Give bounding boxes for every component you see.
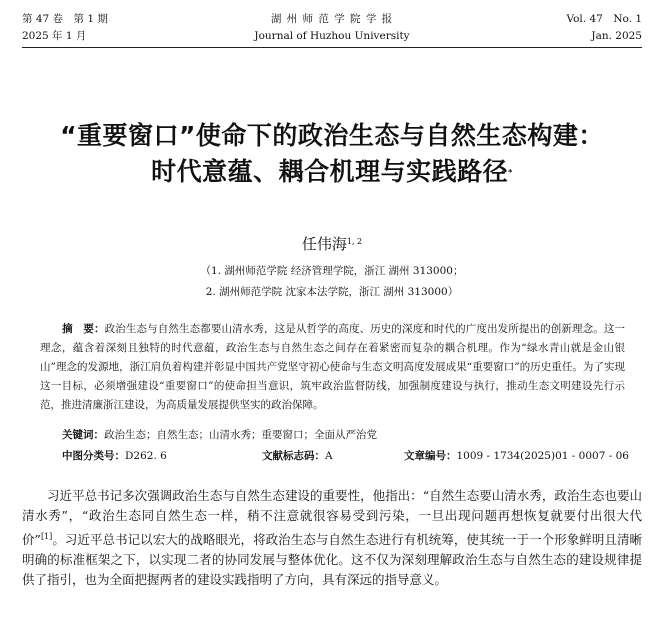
- body-text-1: 习近平总书记多次强调政治生态与自然生态建设的重要性，他指出：“自然生态要山清水秀，政治生态也要山清水秀”，“政治生态同自然生态一样，稍不注意就很容易受到污染，一旦出现问题再想恢复就要付出很大代价”: [22, 488, 642, 547]
- author-affiliation-mark: 1, 2: [346, 237, 363, 246]
- document-code: [262, 448, 333, 463]
- body-paragraph: [22, 486, 642, 590]
- abstract: [40, 320, 625, 415]
- title-footnote-mark: *: [508, 168, 513, 177]
- title-line-2-text: 时代意蕴、耦合机理与实践路径: [151, 157, 509, 186]
- volume-issue-en: Vol. 47 No. 1: [566, 13, 642, 25]
- author: [0, 233, 664, 254]
- article-number: [404, 448, 629, 463]
- title-line-2: [0, 152, 664, 188]
- body-text-2: 。习近平总书记以宏大的战略眼光，将政治生态与自然生态进行有机统筹，使其统一于一个形象鲜明且清晰明确的标准框架之下，以实现二者的协同发展与整体优化。这不仅为深刻理解政治生态与自然生态的建设规律提供了指引，也为全面把握两者的建设实践指明了方向，具有深远的指导意义。: [22, 531, 642, 588]
- keywords: [62, 427, 377, 442]
- article-number-value: 1009 - 1734(2025)01 - 0007 - 06: [456, 450, 629, 462]
- journal-title-cn: 湖 州 师 范 学 院 学 报: [270, 13, 394, 25]
- document-code-label: 文献标志码：: [262, 450, 325, 462]
- keywords-text: 政治生态；自然生态；山清水秀；重要窗口；全面从严治党: [104, 429, 377, 441]
- abstract-text: 政治生态与自然生态都要山清水秀，这是从哲学的高度、历史的深度和时代的广度出发所提出的创新理念。这一理念，蕴含着深刻且独特的时代意蕴，政治生态与自然生态之间存在着紧密而复杂的耦合机理。作为“绿水青山就是金山银山”理念的发源地，浙江肩负着构建并彰显中国共产党坚守初心使命与生态文明高度发展成果“重要窗口”的历史重任。为了实现这一目标，必须增强建设“重要窗口”的使命担当意识，筑牢政治监督防线，加强制度建设与执行，推动生态文明建设先行示范，推进清廉浙江建设，为高质量发展提供坚实的政治保障。: [40, 323, 626, 411]
- header-rule: [22, 47, 642, 48]
- journal-title-en: Journal of Huzhou University: [254, 30, 410, 42]
- keywords-label: 关键词：: [62, 429, 104, 441]
- date-en: Jan. 2025: [591, 30, 642, 42]
- clc-label: 中图分类号：: [62, 450, 125, 462]
- title-line-1: “重要窗口”使命下的政治生态与自然生态构建：: [60, 121, 604, 150]
- volume-issue-cn: 第 47 卷 第 1 期: [22, 13, 108, 25]
- author-name: 任伟海: [301, 235, 347, 253]
- document-code-value: A: [325, 450, 333, 462]
- citation-ref[interactable]: [1]: [40, 531, 53, 541]
- article-number-label: 文章编号：: [404, 450, 457, 462]
- affiliation-2: 2. 湖州师范学院 沈家本法学院，浙江 湖州 313000）: [205, 286, 459, 298]
- affiliation-1: （1. 湖州师范学院 经济管理学院，浙江 湖州 313000；: [200, 265, 464, 277]
- clc-value: D262. 6: [125, 450, 167, 462]
- clc-number: [62, 448, 167, 463]
- date-cn: 2025 年 1 月: [22, 30, 87, 42]
- abstract-label: 摘 要：: [62, 323, 105, 335]
